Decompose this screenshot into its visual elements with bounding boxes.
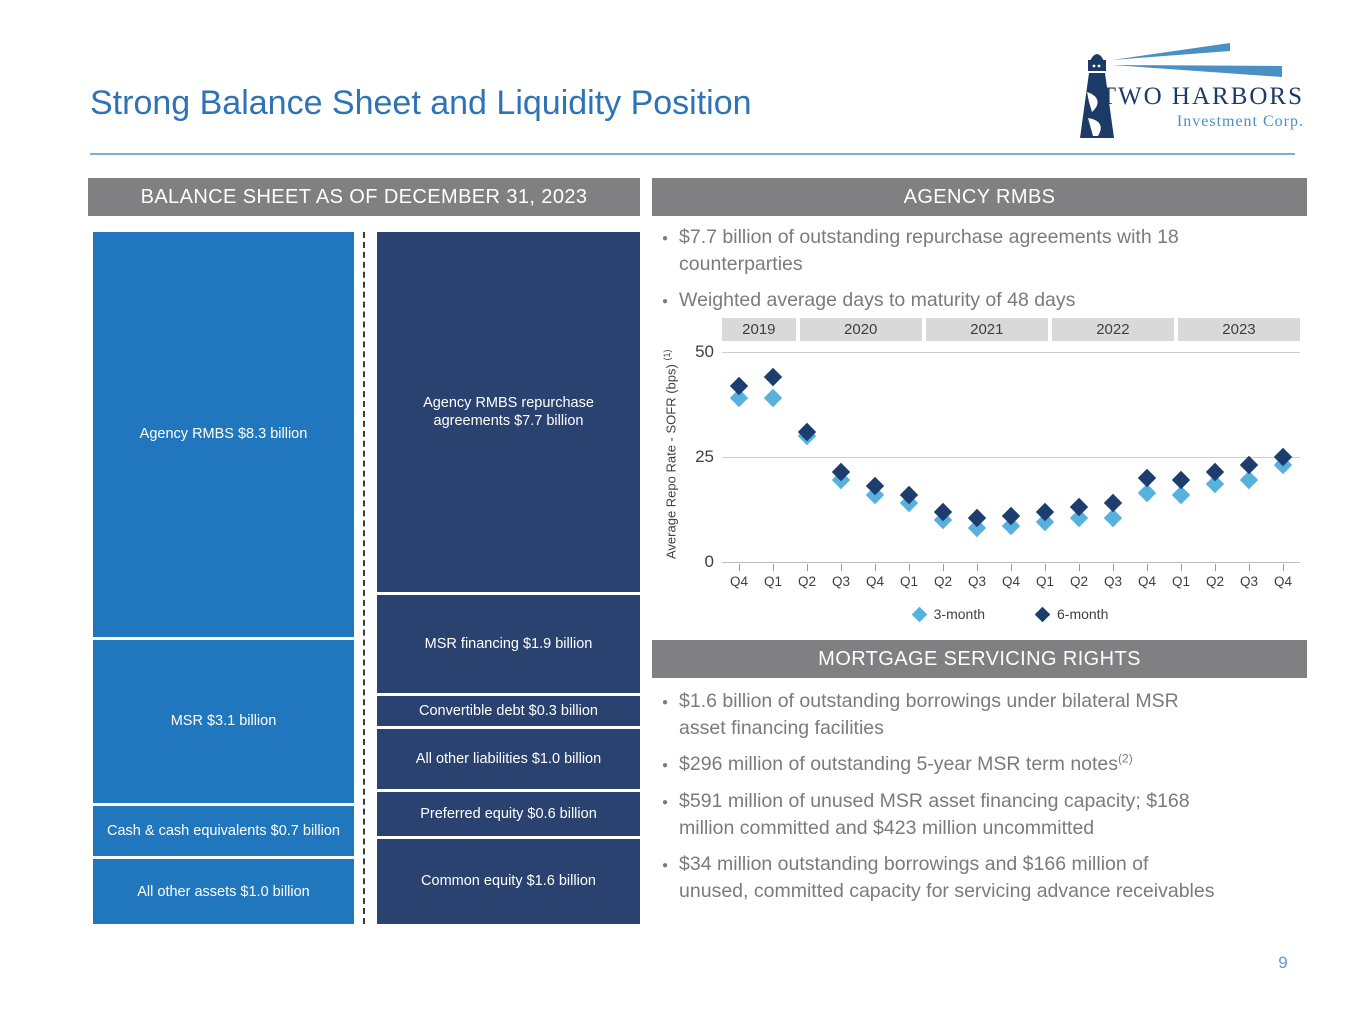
- x-tick: [1215, 564, 1216, 571]
- bullet-item: [662, 751, 1310, 779]
- asset-block: Agency RMBS $8.3 billion: [93, 232, 354, 637]
- legend-item-3-month: [914, 606, 985, 622]
- year-band-2022: 2022: [1052, 318, 1174, 341]
- agency-rmbs-header: AGENCY RMBS: [652, 178, 1307, 216]
- legend-diamond-icon: [1035, 606, 1051, 622]
- data-point-6-month: [1240, 456, 1258, 474]
- y-tick-label: 0: [704, 552, 714, 571]
- liability-block: MSR financing $1.9 billion: [377, 595, 640, 693]
- liability-block: Common equity $1.6 billion: [377, 839, 640, 924]
- x-tick-label: Q4: [729, 574, 748, 589]
- x-tick: [773, 564, 774, 571]
- year-band-2023: 2023: [1178, 318, 1300, 341]
- y-tick-label: 25: [695, 447, 714, 466]
- bullet-dot: ●: [662, 860, 669, 871]
- x-tick-label: Q4: [1137, 574, 1156, 589]
- liability-block: Convertible debt $0.3 billion: [377, 696, 640, 727]
- data-point-6-month: [1172, 471, 1190, 489]
- page-number: 9: [1278, 953, 1288, 972]
- x-tick: [807, 564, 808, 571]
- right-panel: [652, 178, 1307, 924]
- agency-rmbs-bullets: [662, 224, 1304, 324]
- x-tick-label: Q1: [1171, 574, 1190, 589]
- title-underline: [90, 153, 1295, 155]
- gridline-25: [722, 457, 1300, 458]
- x-tick: [1045, 564, 1046, 571]
- balance-sheet-header: BALANCE SHEET AS OF DECEMBER 31, 2023: [88, 178, 640, 216]
- year-band-2020: 2020: [800, 318, 922, 341]
- bullet-dot: ●: [662, 233, 669, 244]
- gridline-50: [722, 352, 1300, 353]
- chart-year-bands: [722, 318, 1300, 341]
- legend-label: 3-month: [933, 606, 985, 622]
- x-tick: [909, 564, 910, 571]
- data-point-6-month: [1206, 462, 1224, 480]
- bullet-dot: ●: [662, 797, 669, 808]
- x-tick: [841, 564, 842, 571]
- logo-subtitle: Investment Corp.: [1176, 113, 1304, 130]
- x-tick-label: Q3: [1239, 574, 1258, 589]
- bullet-dot: ●: [662, 697, 669, 708]
- bullet-dot: ●: [662, 760, 669, 771]
- data-point-3-month: [764, 389, 782, 407]
- x-tick-label: Q2: [1069, 574, 1088, 589]
- bullet-dot: ●: [662, 296, 669, 307]
- x-tick: [875, 564, 876, 571]
- legend-item-6-month: [1037, 606, 1108, 622]
- year-band-2021: 2021: [926, 318, 1048, 341]
- liability-block: Preferred equity $0.6 billion: [377, 792, 640, 835]
- assets-column: [93, 232, 354, 924]
- x-tick: [977, 564, 978, 571]
- bullet-item: [662, 788, 1310, 842]
- asset-block: Cash & cash equivalents $0.7 billion: [93, 806, 354, 857]
- bullet-item: [662, 287, 1304, 315]
- logo-name: TWO HARBORS: [1100, 83, 1304, 110]
- x-tick-label: Q2: [933, 574, 952, 589]
- bullet-item: [662, 224, 1304, 278]
- data-point-6-month: [730, 376, 748, 394]
- chart-y-axis-title: Average Repo Rate - SOFR (bps) $^{(1)}$: [662, 349, 679, 559]
- bullet-text: $296 million of outstanding 5-year MSR term notes$^{(2)}$: [679, 751, 1133, 775]
- x-tick-label: Q3: [1103, 574, 1122, 589]
- bullet-text: $34 million outstanding borrowings and $166 million of unused, committed capacity for servicing advance receivables: [679, 853, 1215, 902]
- x-tick: [1079, 564, 1080, 571]
- asset-block: MSR $3.1 billion: [93, 640, 354, 803]
- x-tick: [943, 564, 944, 571]
- liability-block: Agency RMBS repurchase agreements $7.7 billion: [377, 232, 640, 592]
- liability-block: All other liabilities $1.0 billion: [377, 729, 640, 789]
- y-tick-label: 50: [695, 342, 714, 361]
- page-title: Strong Balance Sheet and Liquidity Position: [90, 84, 752, 122]
- x-tick: [1011, 564, 1012, 571]
- chart-plot-area: [722, 352, 1300, 562]
- legend-diamond-icon: [911, 606, 927, 622]
- balance-sheet-panel: [88, 178, 640, 924]
- legend-label: 6-month: [1057, 606, 1109, 622]
- bullet-text: Weighted average days to maturity of 48 days: [679, 289, 1076, 311]
- x-tick-label: Q4: [1001, 574, 1020, 589]
- x-tick-label: Q3: [967, 574, 986, 589]
- x-tick: [739, 564, 740, 571]
- gridline-0: [722, 562, 1300, 563]
- x-tick-label: Q2: [797, 574, 816, 589]
- liabilities-column: [377, 232, 640, 924]
- msr-bullets: [662, 688, 1310, 914]
- bullet-text: $1.6 billion of outstanding borrowings under bilateral MSR asset financing facilities: [679, 690, 1179, 739]
- bullet-item: [662, 851, 1310, 905]
- x-tick: [1283, 564, 1284, 571]
- lighthouse-icon: [1068, 38, 1308, 140]
- x-tick: [1181, 564, 1182, 571]
- balance-sheet-columns: [88, 232, 640, 924]
- chart-legend: [722, 606, 1300, 622]
- assets-liabilities-divider: [363, 232, 365, 924]
- x-tick-label: Q3: [831, 574, 850, 589]
- data-point-6-month: [1138, 469, 1156, 487]
- msr-header: MORTGAGE SERVICING RIGHTS: [652, 640, 1307, 678]
- x-tick: [1113, 564, 1114, 571]
- x-tick-label: Q1: [1035, 574, 1054, 589]
- repo-rate-chart: [652, 314, 1307, 634]
- data-point-6-month: [1104, 494, 1122, 512]
- x-tick-label: Q2: [1205, 574, 1224, 589]
- data-point-6-month: [764, 368, 782, 386]
- x-tick-label: Q1: [899, 574, 918, 589]
- bullet-text: $7.7 billion of outstanding repurchase agreements with 18 counterparties: [679, 226, 1179, 275]
- x-tick: [1147, 564, 1148, 571]
- x-tick-label: Q4: [865, 574, 884, 589]
- x-tick-label: Q1: [763, 574, 782, 589]
- asset-block: All other assets $1.0 billion: [93, 859, 354, 924]
- bullet-item: [662, 688, 1310, 742]
- bullet-text: $591 million of unused MSR asset financing capacity; $168 million committed and $423 million uncommitted: [679, 790, 1190, 839]
- x-tick-label: Q4: [1273, 574, 1292, 589]
- x-tick: [1249, 564, 1250, 571]
- year-band-2019: 2019: [722, 318, 796, 341]
- two-harbors-logo: [1068, 38, 1308, 140]
